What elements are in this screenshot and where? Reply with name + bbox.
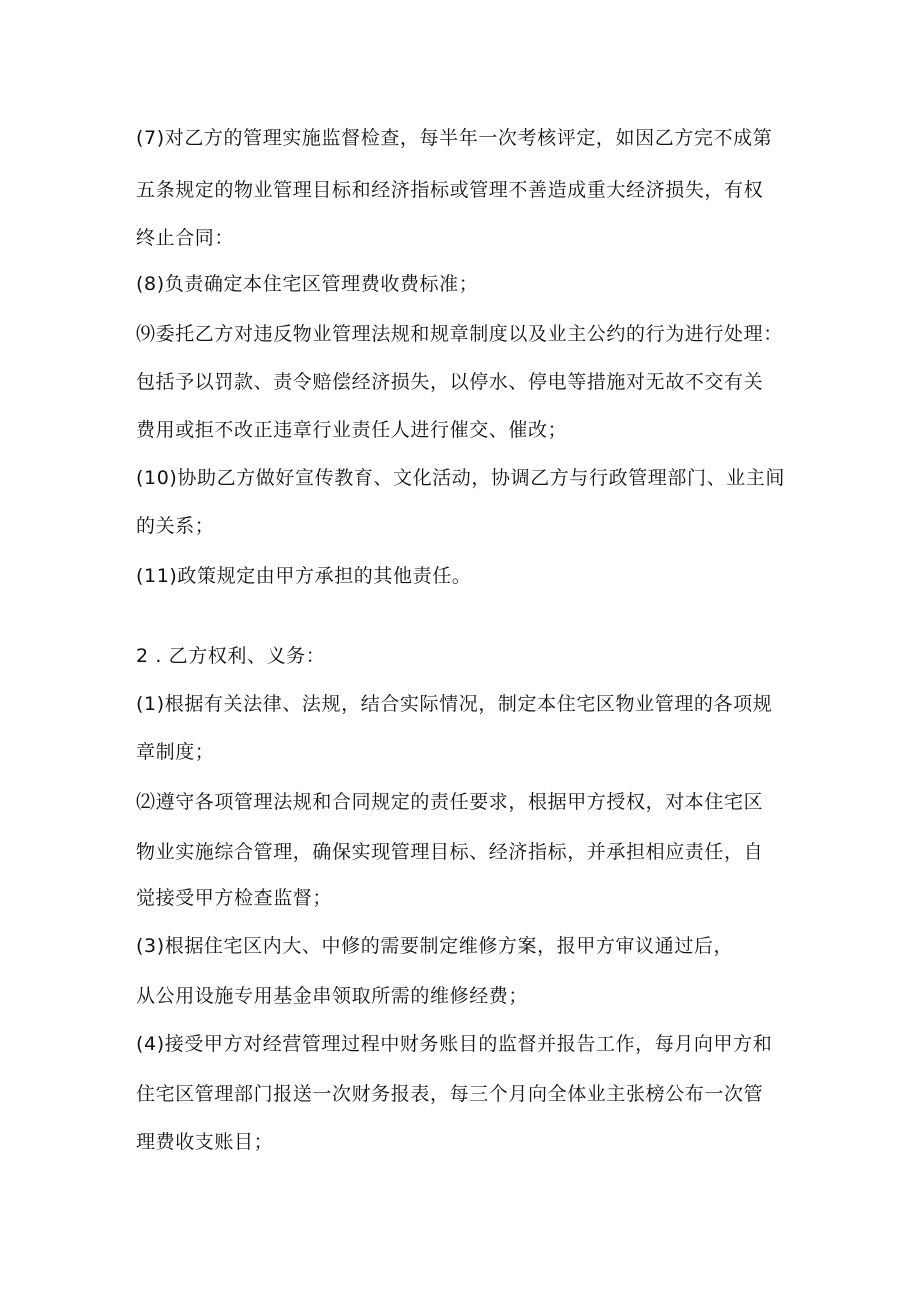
clause-10-line-1: (10)协助乙方做好宣传教育、文化活动，协调乙方与行政管理部门、业主间 bbox=[136, 467, 786, 489]
clause-b3-line-2: 从公用设施专用基金串领取所需的维修经费； bbox=[136, 985, 529, 1007]
clause-b4-line-1: (4)接受甲方对经营管理过程中财务账目的监督并报告工作，每月向甲方和 bbox=[136, 1033, 773, 1055]
clause-7-line-3: 终止合同： bbox=[136, 227, 235, 249]
clause-8-line-1: (8)负责确定本住宅区管理费收费标准； bbox=[136, 273, 479, 295]
clause-10-line-2: 的关系； bbox=[136, 515, 215, 537]
section-2-heading: 2 . 乙方权利、义务： bbox=[136, 645, 326, 667]
clause-9-line-3: 费用或拒不改正违章行业责任人进行催交、催改； bbox=[136, 419, 568, 441]
clause-b3-line-1: (3)根据住宅区内大、中修的需要制定维修方案，报甲方审议通过后， bbox=[136, 935, 734, 957]
clause-b4-line-3: 理费收支账目； bbox=[136, 1131, 274, 1153]
clause-b2-line-1: ⑵遵守各项管理法规和合同规定的责任要求，根据甲方授权，对本住宅区 bbox=[136, 791, 764, 813]
clause-9-line-1: ⑼委托乙方对违反物业管理法规和规章制度以及业主公约的行为进行处理： bbox=[136, 323, 783, 345]
clause-b1-line-2: 章制度； bbox=[136, 741, 215, 763]
clause-9-line-2: 包括予以罚款、责令赔偿经济损失，以停水、停电等措施对无故不交有关 bbox=[136, 371, 764, 393]
clause-11-line-1: (11)政策规定由甲方承担的其他责任。 bbox=[136, 565, 472, 587]
clause-b1-line-1: (1)根据有关法律、法规，结合实际情况，制定本住宅区物业管理的各项规 bbox=[136, 693, 773, 715]
clause-b2-line-3: 觉接受甲方检查监督； bbox=[136, 887, 333, 909]
clause-7-line-2: 五条规定的物业管理目标和经济指标或管理不善造成重大经济损失，有权 bbox=[136, 179, 764, 201]
clause-7-line-1: (7)对乙方的管理实施监督检查，每半年一次考核评定，如因乙方完不成第 bbox=[136, 127, 773, 149]
clause-b2-line-2: 物业实施综合管理，确保实现管理目标、经济指标，并承担相应责任，自 bbox=[136, 841, 764, 863]
clause-b4-line-2: 住宅区管理部门报送一次财务报表，每三个月向全体业主张榜公布一次管 bbox=[136, 1083, 764, 1105]
